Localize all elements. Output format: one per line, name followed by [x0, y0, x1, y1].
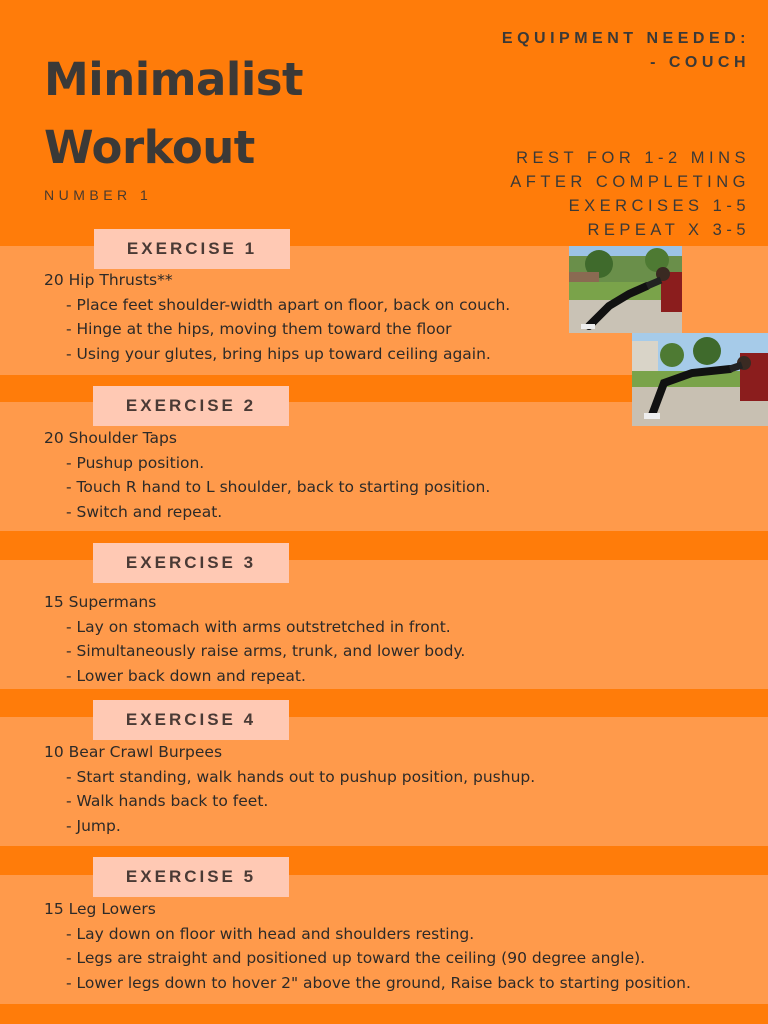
exercise-5-tag: EXERCISE 5 [93, 857, 289, 897]
exercise-5-step: - Legs are straight and positioned up toward the ceiling (90 degree angle). [66, 949, 646, 967]
exercise-3-tag: EXERCISE 3 [93, 543, 289, 583]
title-line-2: Workout [44, 121, 255, 174]
rest-line: REST FOR 1-2 MINS [516, 149, 750, 167]
exercise-2-body [44, 426, 490, 524]
exercise-2-step: - Touch R hand to L shoulder, back to starting position. [66, 478, 491, 496]
workout-number: NUMBER 1 [44, 187, 153, 203]
exercise-4-step: - Jump. [66, 816, 121, 835]
exercise-2-name: 20 Shoulder Taps [44, 429, 177, 447]
exercise-4-step: - Start standing, walk hands out to pushup position, pushup. [66, 767, 536, 786]
exercise-4-tag: EXERCISE 4 [93, 700, 289, 740]
exercise-2-step: - Pushup position. [66, 453, 205, 472]
hip-thrust-photo-1 [569, 246, 682, 333]
exercise-2-tag: EXERCISE 2 [93, 386, 289, 426]
exercise-1-body [44, 268, 510, 366]
exercise-5-name: 15 Leg Lowers [44, 900, 156, 918]
exercise-5-step: - Lay down on floor with head and shoulders resting. [66, 924, 475, 943]
exercise-5-step: - Lower legs down to hover 2" above the ground, Raise back to starting position. [66, 973, 691, 992]
exercise-3-step: - Simultaneously raise arms, trunk, and lower body. [66, 642, 466, 660]
rest-line: EXERCISES 1-5 [568, 197, 750, 215]
exercise-1-name: 20 Hip Thrusts** [44, 271, 173, 289]
exercise-3-step: - Lay on stomach with arms outstretched in front. [66, 617, 451, 636]
rest-line: REPEAT X 3-5 [587, 221, 750, 239]
exercise-2-step: - Switch and repeat. [66, 502, 223, 521]
exercise-1-step: - Hinge at the hips, moving them toward the floor [66, 320, 452, 338]
exercise-3-name: 15 Supermans [44, 593, 157, 611]
rest-instructions [510, 146, 750, 242]
exercise-1-step: - Place feet shoulder-width apart on floor, back on couch. [66, 295, 511, 314]
exercise-5-body [44, 897, 691, 995]
title-line-1: Minimalist [44, 53, 304, 106]
equipment-heading: EQUIPMENT NEEDED: [501, 30, 750, 47]
rest-line: AFTER COMPLETING [510, 173, 750, 191]
exercise-4-step: - Walk hands back to feet. [66, 792, 269, 810]
equipment-needed [502, 27, 750, 75]
equipment-item: - COUCH [650, 54, 750, 71]
exercise-4-body [44, 740, 535, 838]
page-title [44, 46, 303, 182]
hip-thrust-photo-2 [632, 333, 768, 426]
exercise-3-step: - Lower back down and repeat. [66, 666, 306, 685]
exercise-1-step: - Using your glutes, bring hips up toward ceiling again. [66, 344, 491, 363]
exercise-4-name: 10 Bear Crawl Burpees [44, 743, 223, 761]
exercise-1-tag: EXERCISE 1 [94, 229, 290, 269]
exercise-3-body [44, 590, 465, 688]
